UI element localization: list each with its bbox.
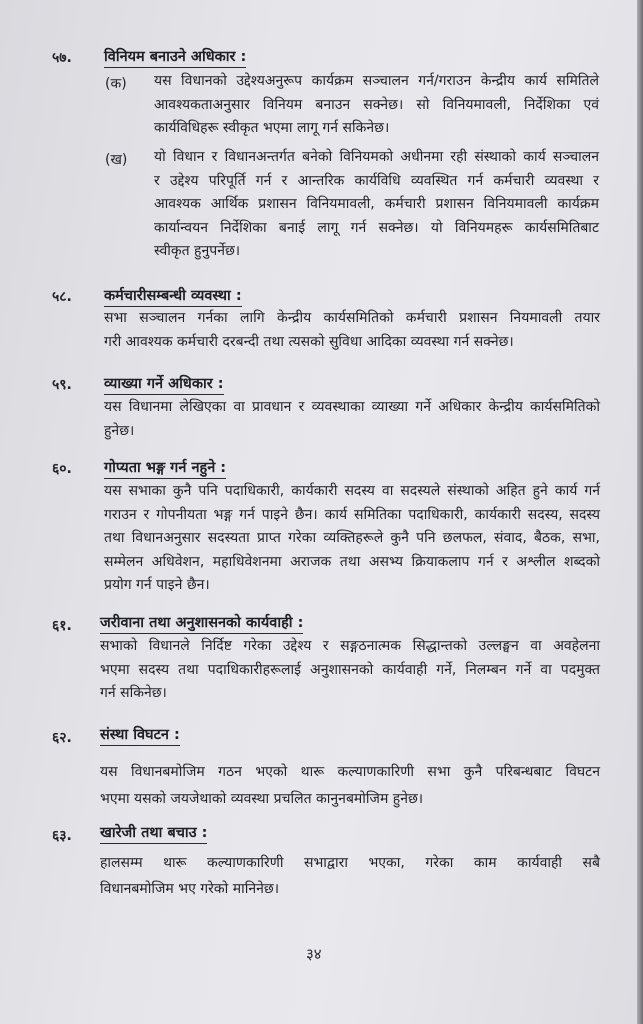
section-number: ६३. — [52, 828, 72, 844]
page-number: ३४ — [306, 945, 322, 963]
section-text: सभाको विधानले निर्दिष्ट गरेका उद्देश्य र सङ्गठनात्मक सिद्धान्तको उल्लङ्घन वा अवहेलना भएमा सदस्य तथा पदाधिकारीहरूलाई अनुशासनको कार्यवाही गर्ने, निलम्बन गर्ने वा पदमुक्त गर्न सकिनेछ। — [100, 638, 600, 701]
section-number: ६२. — [52, 730, 72, 746]
section-number: ५८. — [52, 289, 72, 305]
section-number: ६०. — [52, 461, 72, 477]
section-heading: जरीवाना तथा अनुशासनको कार्यवाही : — [100, 614, 303, 634]
section-text: यस विधानमा लेखिएका वा प्रावधान र व्यवस्थाका व्याख्या गर्ने अधिकार केन्द्रीय कार्यसमितिको हुनेछ। — [104, 399, 600, 439]
section-heading: खारेजी तथा बचाउ : — [100, 824, 207, 844]
page-edge-shadow — [637, 0, 643, 1024]
section-number: ५७. — [52, 50, 72, 66]
section-number: ६१. — [52, 618, 72, 634]
section-heading: संस्था विघटन : — [100, 726, 180, 746]
section-text: हालसम्म थारू कल्याणकारिणी सभाद्वारा भएका, गरेका काम कार्यवाही सबै विधानबमोजिम भए गरेको मानिनेछ। — [100, 855, 600, 897]
section-heading: व्याख्या गर्ने अधिकार : — [104, 375, 224, 395]
section-text: यस सभाका कुनै पनि पदाधिकारी, कार्यकारी सदस्य वा सदस्यले संस्थाको अहित हुने कार्य गर्न गराउन र गोपनीयता भङ्ग गर्न पाइने छैन। कार्य समितिका पदाधिकारी, कार्यकारी सदस्य, सदस्य तथा विधानअनुसार सदस्यता प्राप्त गरेका व्यक्तिहरूले कुनै पनि छलफल, संवाद, बैठक, सभा, सम्मेलन अधिवेशन, महाधिवेशनमा अराजक तथा असभ्य क्रियाकलाप गर्न र अश्लील शब्दको प्रयोग गर्न पाइने छैन। — [104, 483, 600, 593]
section-heading: विनियम बनाउने अधिकार : — [104, 48, 246, 68]
section-heading: कर्मचारीसम्बन्धी व्यवस्था : — [104, 287, 242, 307]
section-text: यस विधानबमोजिम गठन भएको थारू कल्याणकारिणी सभा कुनै परिबन्धबाट विघटन भएमा यसको जयजेथाको व्यवस्था प्रचलित कानुनबमोजिम हुनेछ। — [100, 764, 600, 807]
item-text: यो विधान र विधानअन्तर्गत बनेको विनियमको अधीनमा रही संस्थाको कार्य सञ्चालन र उद्देश्य परिपूर्ति गर्न र आन्तरिक कार्यविधि व्यवस्थित गर्न कर्मचारी व्यवस्था र आवश्यक आर्थिक प्रशासन विनियमावली, कर्मचारी प्रशासन विनियमावली कार्यक्रम कार्यान्वयन निर्देशिका बनाई लागू गर्न सक्नेछ। यो विनियमहरू कार्यसमितिबाट स्वीकृत हुनुपर्नेछ। — [154, 149, 599, 259]
item-label: (ख) — [105, 152, 128, 168]
item-label: (क) — [105, 76, 127, 92]
section-heading: गोप्यता भङ्ग गर्न नहुने : — [104, 459, 226, 479]
section-text: सभा सञ्चालन गर्नका लागि केन्द्रीय कार्यसमितिको कर्मचारी प्रशासन नियमावली तयार गरी आवश्यक कर्मचारी दरबन्दी तथा त्यसको सुविधा आदिका व्यवस्था गर्न सक्नेछ। — [104, 310, 600, 350]
item-text: यस विधानको उद्देश्यअनुरूप कार्यक्रम सञ्चालन गर्न/गराउन केन्द्रीय कार्य समितिले आवश्यकताअनुसार विनियम बनाउन सक्नेछ। सो विनियमावली, निर्देशिका एवं कार्यविधिहरू स्वीकृत भएमा लागू गर्न सकिनेछ। — [154, 73, 599, 136]
section-number: ५९. — [52, 377, 72, 393]
